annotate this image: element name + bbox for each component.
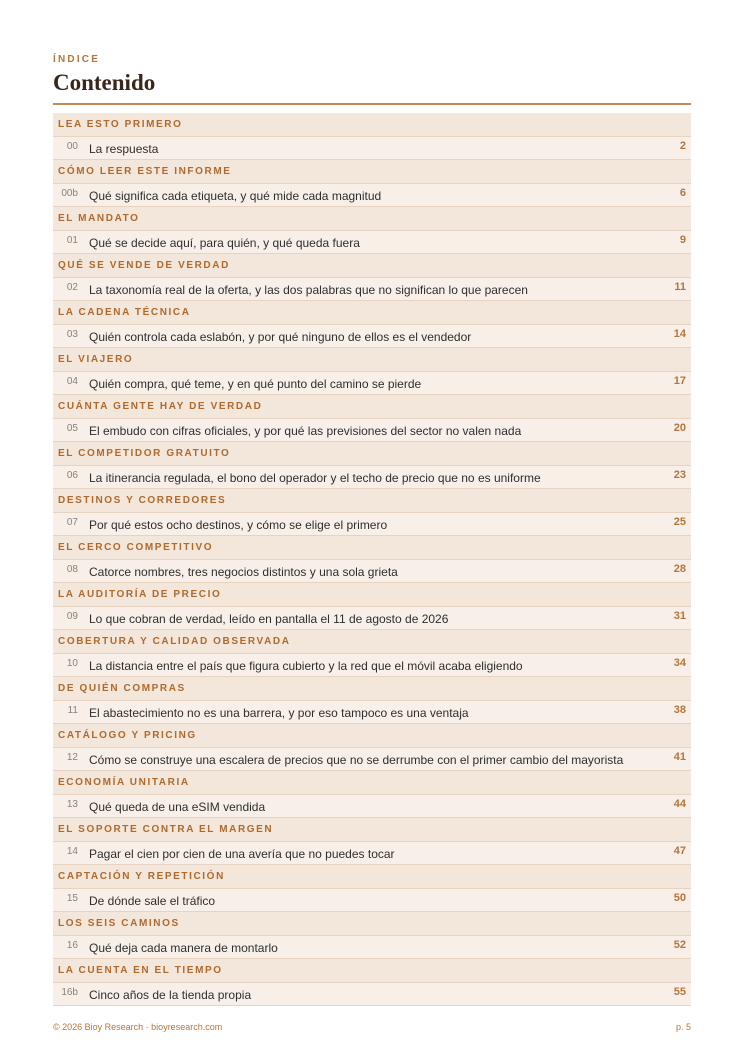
toc-entry-number: 12 — [66, 751, 78, 763]
toc-section-header — [53, 395, 691, 419]
toc-entry-number: 02 — [66, 281, 78, 293]
toc-section-label: CAPTACIÓN Y REPETICIÓN — [58, 871, 225, 882]
toc-section-label: DE QUIÉN COMPRAS — [58, 683, 186, 694]
kicker-label: ÍNDICE — [53, 54, 101, 65]
toc-entry[interactable] — [53, 184, 691, 207]
toc-entry-number: 16b — [61, 986, 78, 998]
toc-entry-page[interactable]: 2 — [679, 140, 686, 152]
toc-section-label: EL SOPORTE CONTRA EL MARGEN — [58, 824, 274, 835]
toc-entry-page[interactable]: 20 — [673, 422, 686, 434]
toc-entry-title[interactable]: Lo que cobran de verdad, leído en pantalla el 11 de agosto de 2026 — [89, 612, 449, 626]
toc-section-header — [53, 348, 691, 372]
toc-section-label: ECONOMÍA UNITARIA — [58, 777, 190, 788]
toc-section-header — [53, 489, 691, 513]
toc-entry-number: 16 — [66, 939, 78, 951]
toc-entry[interactable] — [53, 936, 691, 959]
toc-entry-number: 06 — [66, 469, 78, 481]
toc-entry-number: 14 — [66, 845, 78, 857]
table-of-contents — [53, 113, 691, 1006]
toc-section-header — [53, 818, 691, 842]
toc-entry[interactable] — [53, 654, 691, 677]
toc-section-header — [53, 254, 691, 278]
toc-section-label: EL COMPETIDOR GRATUITO — [58, 448, 231, 459]
toc-entry-title[interactable]: Qué queda de una eSIM vendida — [89, 800, 266, 814]
toc-entry-title[interactable]: Qué significa cada etiqueta, y qué mide cada magnitud — [89, 189, 382, 203]
toc-section-label: CUÁNTA GENTE HAY DE VERDAD — [58, 401, 263, 412]
toc-section-header — [53, 301, 691, 325]
toc-section-header — [53, 912, 691, 936]
toc-entry-number: 00b — [61, 187, 78, 199]
toc-entry-title[interactable]: Catorce nombres, tres negocios distintos y una sola grieta — [89, 565, 398, 579]
toc-entry-page[interactable]: 6 — [679, 187, 686, 199]
toc-section-header — [53, 536, 691, 560]
toc-entry[interactable] — [53, 701, 691, 724]
page-title: Contenido — [53, 70, 156, 95]
toc-entry-page[interactable]: 38 — [673, 704, 686, 716]
toc-entry-title[interactable]: Qué se decide aquí, para quién, y qué queda fuera — [89, 236, 360, 250]
toc-entry-title[interactable]: Quién controla cada eslabón, y por qué ninguno de ellos es el vendedor — [89, 330, 472, 344]
toc-entry-page[interactable]: 14 — [673, 328, 686, 340]
toc-entry-number: 15 — [66, 892, 78, 904]
toc-entry[interactable] — [53, 842, 691, 865]
toc-entry-number: 03 — [66, 328, 78, 340]
toc-entry-title[interactable]: Cinco años de la tienda propia — [89, 988, 252, 1002]
toc-entry-page[interactable]: 23 — [673, 469, 686, 481]
toc-entry-title[interactable]: De dónde sale el tráfico — [89, 894, 216, 908]
toc-section-header — [53, 630, 691, 654]
toc-entry[interactable] — [53, 983, 691, 1006]
toc-entry-page[interactable]: 25 — [673, 516, 686, 528]
toc-entry[interactable] — [53, 889, 691, 912]
toc-section-label: EL MANDATO — [58, 213, 140, 224]
toc-section-header — [53, 959, 691, 983]
toc-section-label: LOS SEIS CAMINOS — [58, 918, 180, 929]
toc-section-header — [53, 207, 691, 231]
toc-entry-title[interactable]: Qué deja cada manera de montarlo — [89, 941, 278, 955]
toc-entry-page[interactable]: 47 — [673, 845, 686, 857]
title-divider — [53, 103, 691, 105]
toc-entry[interactable] — [53, 419, 691, 442]
toc-entry-page[interactable]: 34 — [673, 657, 686, 669]
toc-entry-page[interactable]: 31 — [673, 610, 686, 622]
toc-section-label: EL VIAJERO — [58, 354, 134, 365]
toc-section-header — [53, 677, 691, 701]
toc-entry[interactable] — [53, 231, 691, 254]
toc-entry[interactable] — [53, 513, 691, 536]
toc-entry-number: 04 — [66, 375, 78, 387]
toc-entry-title[interactable]: Por qué estos ocho destinos, y cómo se elige el primero — [89, 518, 388, 532]
toc-entry-title[interactable]: La distancia entre el país que figura cubierto y la red que el móvil acaba eligiendo — [89, 659, 523, 673]
toc-entry-number: 11 — [67, 704, 78, 716]
toc-section-label: QUÉ SE VENDE DE VERDAD — [58, 260, 230, 271]
toc-section-label: LEA ESTO PRIMERO — [58, 119, 183, 130]
toc-entry[interactable] — [53, 795, 691, 818]
toc-section-label: EL CERCO COMPETITIVO — [58, 542, 214, 553]
toc-entry[interactable] — [53, 748, 691, 771]
toc-entry-number: 07 — [66, 516, 78, 528]
toc-section-header — [53, 113, 691, 137]
toc-entry-page[interactable]: 55 — [673, 986, 686, 998]
toc-entry-title[interactable]: La taxonomía real de la oferta, y las dos palabras que no significan lo que parecen — [89, 283, 528, 297]
toc-section-label: LA CUENTA EN EL TIEMPO — [58, 965, 223, 976]
toc-entry-page[interactable]: 9 — [679, 234, 686, 246]
toc-entry-title[interactable]: El abastecimiento no es una barrera, y por eso tampoco es una ventaja — [89, 706, 469, 720]
toc-entry-number: 05 — [66, 422, 78, 434]
toc-entry-page[interactable]: 11 — [674, 281, 686, 293]
toc-section-label: CÓMO LEER ESTE INFORME — [58, 166, 232, 177]
toc-section-header — [53, 771, 691, 795]
toc-entry-title[interactable]: La respuesta — [89, 142, 159, 156]
toc-entry-number: 10 — [66, 657, 78, 669]
toc-section-header — [53, 160, 691, 184]
toc-entry-page[interactable]: 17 — [673, 375, 686, 387]
toc-entry[interactable] — [53, 325, 691, 348]
toc-entry[interactable] — [53, 278, 691, 301]
toc-section-label: DESTINOS Y CORREDORES — [58, 495, 227, 506]
footer-copyright: © 2026 Bioy Research · bioyresearch.com — [53, 1022, 223, 1032]
toc-entry[interactable] — [53, 137, 691, 160]
toc-entry[interactable] — [53, 372, 691, 395]
toc-entry-title[interactable]: El embudo con cifras oficiales, y por qué las previsiones del sector no valen nada — [89, 424, 522, 438]
toc-section-header — [53, 724, 691, 748]
toc-entry-number: 01 — [66, 234, 78, 246]
footer-page-number: p. 5 — [675, 1022, 691, 1032]
toc-entry-title[interactable]: La itinerancia regulada, el bono del operador y el techo de precio que no es uniforme — [89, 471, 541, 485]
toc-entry[interactable] — [53, 560, 691, 583]
toc-entry-page[interactable]: 28 — [673, 563, 686, 575]
toc-entry-title[interactable]: Pagar el cien por cien de una avería que no puedes tocar — [89, 847, 395, 861]
toc-entry-number: 08 — [66, 563, 78, 575]
toc-entry-page[interactable]: 52 — [673, 939, 686, 951]
toc-section-label: CATÁLOGO Y PRICING — [58, 730, 197, 741]
toc-section-header — [53, 583, 691, 607]
toc-entry-title[interactable]: Cómo se construye una escalera de precios que no se derrumbe con el primer cambio del mayorista — [89, 753, 624, 767]
toc-section-label: COBERTURA Y CALIDAD OBSERVADA — [58, 636, 291, 647]
toc-section-label: LA AUDITORÍA DE PRECIO — [58, 589, 222, 600]
toc-entry-number: 09 — [66, 610, 78, 622]
toc-entry-page[interactable]: 44 — [673, 798, 686, 810]
toc-entry-page[interactable]: 50 — [673, 892, 686, 904]
toc-section-label: LA CADENA TÉCNICA — [58, 307, 191, 318]
toc-entry-page[interactable]: 41 — [673, 751, 686, 763]
toc-entry-number: 13 — [66, 798, 78, 810]
toc-section-header — [53, 442, 691, 466]
toc-section-header — [53, 865, 691, 889]
toc-entry[interactable] — [53, 607, 691, 630]
toc-entry-title[interactable]: Quién compra, qué teme, y en qué punto del camino se pierde — [89, 377, 422, 391]
toc-entry-number: 00 — [66, 140, 78, 152]
toc-entry[interactable] — [53, 466, 691, 489]
